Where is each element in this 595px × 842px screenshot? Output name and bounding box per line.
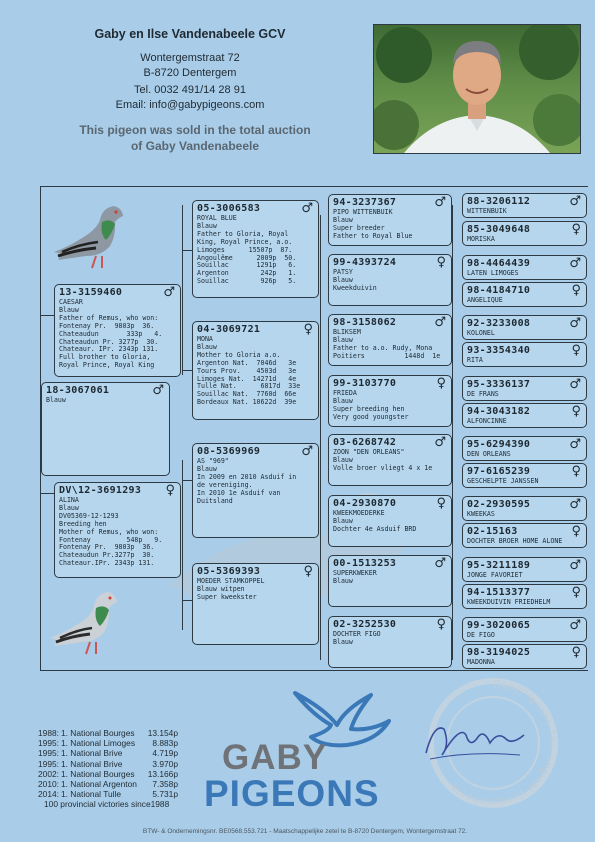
pigeon-detail: Blauw bbox=[333, 637, 353, 646]
pigeon-detail: Argenton Nat. 7046d 3e bbox=[197, 358, 297, 367]
achievement-year: 1995: bbox=[38, 748, 59, 759]
address-city: B-8720 Dentergem bbox=[143, 67, 237, 79]
female-icon: ♀ bbox=[436, 496, 446, 511]
auction-notice-line2: of Gaby Vandenabeele bbox=[130, 139, 260, 153]
pigeon-name: CAESAR bbox=[59, 298, 83, 306]
pigeon-detail: Blauw bbox=[333, 215, 353, 224]
achievement-birds: 13.166p bbox=[147, 768, 178, 779]
pigeon-detail: Father to a.o. Rudy, Mona bbox=[333, 343, 433, 352]
pigeon-detail: Angoulême 2009p 50. bbox=[197, 253, 297, 262]
female-icon: ♀ bbox=[571, 343, 581, 358]
pigeon-detail: Blauw bbox=[333, 275, 353, 284]
achievement-race: 1. National Bourges bbox=[61, 768, 135, 779]
achievement-race: 1. National Argenton bbox=[61, 778, 137, 789]
pigeon-card-g4-1 bbox=[462, 193, 587, 218]
pigeon-detail: Chateaudun Pr. 3277p 30. bbox=[59, 337, 159, 346]
ring-number: 95-3336137 bbox=[467, 379, 531, 390]
stamp-text: GabyPigeons The original Vandenabeele bbox=[448, 678, 558, 808]
pigeon-detail: Very good youngster bbox=[333, 412, 409, 421]
pigeon-detail: Breeding hen bbox=[59, 519, 107, 528]
achievement-year: 1988: bbox=[38, 728, 59, 738]
ring-number: 94-3237367 bbox=[333, 197, 397, 208]
ring-number: 93-3354340 bbox=[467, 345, 531, 356]
female-icon: ♀ bbox=[571, 524, 581, 539]
pedigree-bottom-rule bbox=[40, 670, 588, 671]
pedigree-top-rule bbox=[40, 186, 588, 187]
pigeon-card-granddam-maternal bbox=[192, 563, 319, 645]
pigeon-detail: In 2009 en 2010 Asduif in bbox=[197, 472, 297, 481]
achievement-race: 1. National Brive bbox=[61, 748, 123, 759]
auction-notice-line1: This pigeon was sold in the total auction bbox=[79, 123, 311, 137]
ring-number: 94-1513377 bbox=[467, 587, 531, 598]
male-icon: ♂ bbox=[569, 256, 581, 271]
connector bbox=[182, 460, 183, 630]
pigeon-card-g4-4 bbox=[462, 282, 587, 307]
ring-number: 95-3211189 bbox=[467, 560, 531, 571]
pigeon-name: MONA bbox=[197, 335, 213, 343]
pigeon-detail: Souillac Nat. 7760d 66e bbox=[197, 390, 297, 399]
achievement-row bbox=[38, 728, 178, 738]
pigeon-card-g4-7 bbox=[462, 376, 587, 401]
pigeon-card-g3-5 bbox=[328, 434, 452, 486]
pigeon-detail: Tulle Nat. 6817d 33e bbox=[197, 382, 301, 391]
achievement-birds: 3.970p bbox=[152, 758, 178, 769]
achievements-list bbox=[38, 728, 178, 810]
male-icon: ♂ bbox=[434, 195, 446, 210]
phone-number: Tel. 0032 491/14 28 91 bbox=[134, 84, 246, 96]
connector bbox=[182, 205, 183, 375]
pigeon-card-g4-5 bbox=[462, 315, 587, 340]
pigeon-name: DE FRANS bbox=[467, 390, 499, 398]
pigeon-name: GESCHELPTE JANSSEN bbox=[467, 477, 539, 485]
pigeon-name: ANGELIQUE bbox=[467, 296, 503, 304]
pigeon-name: BLIKSEM bbox=[333, 328, 361, 336]
auction-notice bbox=[60, 122, 330, 154]
male-icon: ♂ bbox=[569, 316, 581, 331]
pigeon-name: ALINA bbox=[59, 496, 79, 504]
pigeon-detail: Super breeding hen bbox=[333, 404, 405, 413]
pigeon-detail: Blauw bbox=[333, 396, 353, 405]
pigeon-illustration-female bbox=[50, 584, 124, 660]
pigeon-detail: Chateaur.IPr. 2343p 131. bbox=[59, 559, 155, 568]
male-icon: ♂ bbox=[569, 558, 581, 573]
pigeon-detail: Limoges 15507p 87. bbox=[197, 245, 293, 254]
pigeon-detail: Duitsland bbox=[197, 496, 233, 505]
pigeon-detail: Kweekduivin bbox=[333, 283, 377, 292]
pigeon-card-g4-6 bbox=[462, 342, 587, 367]
ring-number: 95-6294390 bbox=[467, 439, 531, 450]
pigeon-detail: King, Royal Prince, a.o. bbox=[197, 237, 293, 246]
pigeon-name: FRIEDA bbox=[333, 389, 357, 397]
ring-number: 98-3158062 bbox=[333, 317, 397, 328]
pigeon-detail: Super breeder bbox=[333, 223, 385, 232]
pigeon-detail: Fontenay Pr. 9803p 36. bbox=[59, 321, 155, 330]
ring-number: 94-3043182 bbox=[467, 406, 531, 417]
pigeon-card-g4-9 bbox=[462, 436, 587, 461]
achievement-row bbox=[38, 759, 178, 769]
pigeon-name: KWEEKMOEDERKE bbox=[333, 509, 385, 517]
pigeon-illustration-male bbox=[52, 196, 128, 274]
breeder-photo bbox=[373, 24, 581, 154]
ring-number: 88-3206112 bbox=[467, 196, 531, 207]
pigeon-card-g3-8 bbox=[328, 616, 452, 668]
pigeon-name: MOEDER STAMKOPPEL bbox=[197, 577, 265, 585]
connector bbox=[452, 205, 453, 660]
ring-number: 18-3067061 bbox=[46, 385, 110, 396]
pigeon-card-g4-15 bbox=[462, 617, 587, 642]
female-icon: ♀ bbox=[571, 222, 581, 237]
achievement-birds: 13.154p bbox=[147, 728, 178, 738]
pigeon-card-g4-14 bbox=[462, 584, 587, 609]
pigeon-name: MADONNA bbox=[467, 658, 495, 666]
achievement-year: 2014: bbox=[38, 789, 59, 800]
pigeon-detail: Blauw bbox=[197, 342, 217, 351]
logo-word-pigeons: PIGEONS bbox=[204, 773, 380, 814]
female-icon: ♀ bbox=[571, 585, 581, 600]
ring-number: 85-3049648 bbox=[467, 224, 531, 235]
pigeon-card-subject bbox=[41, 382, 170, 476]
pigeon-detail: Blauw bbox=[59, 305, 79, 314]
ring-number: 97-6165239 bbox=[467, 466, 531, 477]
pigeon-detail: Fontenay 548p 9. bbox=[59, 535, 163, 544]
male-icon: ♂ bbox=[163, 285, 175, 300]
pigeon-detail: Poitiers 1448d 1e bbox=[333, 351, 441, 360]
signature-icon bbox=[420, 715, 530, 765]
connector bbox=[40, 493, 54, 494]
achievement-row bbox=[38, 748, 178, 758]
female-icon: ♀ bbox=[436, 255, 446, 270]
connector bbox=[320, 215, 321, 660]
pigeon-detail: Father of Remus, who won: bbox=[59, 313, 159, 322]
male-icon: ♂ bbox=[434, 315, 446, 330]
female-icon: ♀ bbox=[436, 376, 446, 391]
pigeon-detail: Argenton 242p 1. bbox=[197, 269, 297, 278]
pigeon-card-g3-3 bbox=[328, 314, 452, 366]
loft-name: Gaby en Ilse Vandenabeele GCV bbox=[94, 27, 286, 41]
achievement-birds: 5.731p bbox=[152, 789, 178, 800]
pigeon-card-granddam-paternal bbox=[192, 321, 319, 420]
ring-number: 02-2930595 bbox=[467, 499, 531, 510]
connector bbox=[40, 315, 54, 316]
ring-number: 02-3252530 bbox=[333, 619, 397, 630]
female-icon: ♀ bbox=[303, 322, 313, 337]
ring-number: 92-3233008 bbox=[467, 318, 531, 329]
female-icon: ♀ bbox=[165, 483, 175, 498]
pigeon-card-g3-7 bbox=[328, 555, 452, 607]
ring-number: DV\12-3691293 bbox=[59, 485, 142, 496]
pigeon-detail: Father to Gloria, Royal bbox=[197, 229, 289, 238]
female-icon: ♀ bbox=[571, 283, 581, 298]
pigeon-detail: Blauw bbox=[333, 516, 353, 525]
female-icon: ♀ bbox=[571, 404, 581, 419]
pigeon-card-dam bbox=[54, 482, 181, 578]
pigeon-card-grandsire-maternal bbox=[192, 443, 319, 538]
achievement-row bbox=[38, 779, 178, 789]
achievement-race: 1. National Brive bbox=[61, 758, 123, 769]
male-icon: ♂ bbox=[569, 497, 581, 512]
pigeon-name: DOCHTER BROER HOME ALONE bbox=[467, 537, 563, 545]
achievement-race: 1. National Bourges bbox=[61, 728, 135, 738]
pigeon-card-sire bbox=[54, 284, 181, 377]
female-icon: ♀ bbox=[571, 464, 581, 479]
ring-number: 99-4393724 bbox=[333, 257, 397, 268]
ring-number: 05-3006583 bbox=[197, 203, 261, 214]
pigeon-detail: Chateaur. IPr. 2343p 131. bbox=[59, 345, 159, 354]
achievement-birds: 8.883p bbox=[152, 738, 178, 749]
pigeon-detail: Volle broer vliegt 4 x 1e bbox=[333, 463, 433, 472]
pigeon-name: ALFONCINNE bbox=[467, 417, 507, 425]
male-icon: ♂ bbox=[152, 383, 164, 398]
ring-number: 00-1513253 bbox=[333, 558, 397, 569]
pigeon-card-g4-13 bbox=[462, 557, 587, 582]
pigeon-name: KOLONEL bbox=[467, 329, 495, 337]
ring-number: 03-6268742 bbox=[333, 437, 397, 448]
pigeon-name: JONGE FAVORIET bbox=[467, 571, 523, 579]
pigeon-detail: Blauw bbox=[46, 396, 66, 404]
pigeon-card-g4-12 bbox=[462, 523, 587, 548]
pigeon-detail: Dochter 4e Asduif BRD bbox=[333, 524, 417, 533]
pigeon-detail: Mother of Remus, who won: bbox=[59, 527, 159, 536]
achievement-row bbox=[38, 789, 178, 799]
male-icon: ♂ bbox=[434, 435, 446, 450]
pigeon-card-g4-2 bbox=[462, 221, 587, 246]
achievement-race: 1. National Limoges bbox=[61, 738, 136, 749]
pigeon-card-g3-4 bbox=[328, 375, 452, 427]
achievement-row bbox=[38, 738, 178, 748]
male-icon: ♂ bbox=[569, 618, 581, 633]
logo-word-gaby: GABY bbox=[222, 738, 328, 777]
pigeon-card-g4-3 bbox=[462, 255, 587, 280]
pigeon-name: KWEEKAS bbox=[467, 510, 495, 518]
ring-number: 02-15163 bbox=[467, 526, 518, 537]
ring-number: 04-3069721 bbox=[197, 324, 261, 335]
male-icon: ♂ bbox=[301, 444, 313, 459]
pigeon-card-g4-11 bbox=[462, 496, 587, 521]
male-icon: ♂ bbox=[434, 556, 446, 571]
ring-number: 08-5369969 bbox=[197, 446, 261, 457]
connector bbox=[182, 250, 192, 251]
ring-number: 13-3159460 bbox=[59, 287, 123, 298]
pigeon-detail: Royal Prince, Royal King bbox=[59, 361, 155, 370]
pigeon-detail: Tours Prov. 4503d 3e bbox=[197, 366, 297, 375]
pigeon-detail: de vereniging. bbox=[197, 480, 253, 489]
connector bbox=[182, 370, 192, 371]
pigeon-detail: Blauw bbox=[197, 221, 217, 230]
pigeon-detail: Chateaudun 333p 4. bbox=[59, 329, 163, 338]
pigeon-name: DE FIGO bbox=[467, 631, 495, 639]
ring-number: 04-2930870 bbox=[333, 498, 397, 509]
pigeon-detail: Fontenay Pr. 9803p 36. bbox=[59, 543, 155, 552]
pigeon-name: LATEN LIMOGES bbox=[467, 269, 519, 277]
achievement-birds: 7.358p bbox=[152, 778, 178, 789]
pigeon-detail: Souillac 926p 5. bbox=[197, 277, 297, 286]
pigeon-detail: Blauw bbox=[333, 576, 353, 585]
pigeon-detail: Souillac 1291p 6. bbox=[197, 261, 297, 270]
pigeon-detail: Blauw bbox=[59, 503, 79, 512]
achievement-race: 1. National Tulle bbox=[61, 789, 122, 800]
female-icon: ♀ bbox=[571, 645, 581, 660]
ring-number: 05-5369393 bbox=[197, 566, 261, 577]
pigeon-name: AS "969" bbox=[197, 457, 229, 465]
pigeon-card-grandsire-paternal bbox=[192, 200, 319, 298]
pigeon-name: KWEEKDUIVIN FRIEDHELM bbox=[467, 598, 551, 606]
pigeon-card-g4-8 bbox=[462, 403, 587, 428]
male-icon: ♂ bbox=[569, 437, 581, 452]
ring-number: 98-4464439 bbox=[467, 258, 531, 269]
pigeon-detail: Full brother to Gloria, bbox=[59, 353, 151, 362]
footer-legal: BTW- & Ondernemingsnr. BE0568.553.721 - Maatschappelijke zetel te B-8720 Dentergem, Wontergemstraat 72. bbox=[142, 828, 468, 835]
ring-number: 99-3020065 bbox=[467, 620, 531, 631]
pigeon-detail: Bordeaux Nat. 10622d 39e bbox=[197, 398, 297, 407]
pigeon-detail: Blauw bbox=[333, 455, 353, 464]
male-icon: ♂ bbox=[301, 201, 313, 216]
pigeon-name: DEN ORLEANS bbox=[467, 450, 511, 458]
pigeon-name: MORISKA bbox=[467, 235, 495, 243]
female-icon: ♀ bbox=[303, 564, 313, 579]
female-icon: ♀ bbox=[436, 617, 446, 632]
email-address: Email: info@gabypigeons.com bbox=[115, 99, 265, 111]
male-icon: ♂ bbox=[569, 194, 581, 209]
pigeon-card-g3-2 bbox=[328, 254, 452, 306]
pigeon-name: SUPERKWEKER bbox=[333, 569, 377, 577]
achievement-year: 1995: bbox=[38, 758, 59, 769]
pigeon-detail: Blauw bbox=[333, 335, 353, 344]
ring-number: 98-4184710 bbox=[467, 285, 531, 296]
male-icon: ♂ bbox=[569, 377, 581, 392]
pigeon-detail: In 2010 1e Asduif van bbox=[197, 488, 281, 497]
pigeon-detail: Father to Royal Blue bbox=[333, 231, 413, 240]
achievement-birds: 4.719p bbox=[152, 748, 178, 759]
pigeon-name: PATSY bbox=[333, 268, 353, 276]
pigeon-name: PIPO WITTENBUIK bbox=[333, 208, 393, 216]
pigeon-detail: Chateaudun Pr.3277p 30. bbox=[59, 551, 155, 560]
achievement-year: 2010: bbox=[38, 778, 59, 789]
pigeon-detail: Super kweekster bbox=[197, 592, 257, 601]
pigeon-card-g3-1 bbox=[328, 194, 452, 246]
pigeon-name: ZOON "DEN ORLEANS" bbox=[333, 448, 405, 456]
ring-number: 99-3103770 bbox=[333, 378, 397, 389]
pigeon-card-g4-10 bbox=[462, 463, 587, 488]
pigeon-detail: Blauw bbox=[197, 464, 217, 473]
pigeon-name: ROYAL BLUE bbox=[197, 214, 237, 222]
pigeon-card-g3-6 bbox=[328, 495, 452, 547]
provincial-victories: 100 provincial victories since1988 bbox=[44, 799, 170, 810]
pigeon-name: RITA bbox=[467, 356, 483, 364]
achievement-row bbox=[38, 769, 178, 779]
pigeon-name: WITTENBUIK bbox=[467, 207, 507, 215]
ring-number: 98-3194025 bbox=[467, 647, 531, 658]
connector bbox=[182, 600, 192, 601]
pigeon-detail: Blauw witpen bbox=[197, 584, 245, 593]
pigeon-detail: DV05369-12-1293 bbox=[59, 511, 119, 520]
pigeon-name: DOCHTER FIGO bbox=[333, 630, 381, 638]
pigeon-detail: Mother to Gloria a.o. bbox=[197, 350, 281, 359]
achievement-year: 2002: bbox=[38, 768, 59, 779]
pigeon-card-g4-16 bbox=[462, 644, 587, 669]
pigeon-detail: Limoges Nat. 14271d 4e bbox=[197, 374, 297, 383]
connector bbox=[182, 480, 192, 481]
achievement-year: 1995: bbox=[38, 738, 59, 749]
address-street: Wontergemstraat 72 bbox=[140, 52, 240, 64]
